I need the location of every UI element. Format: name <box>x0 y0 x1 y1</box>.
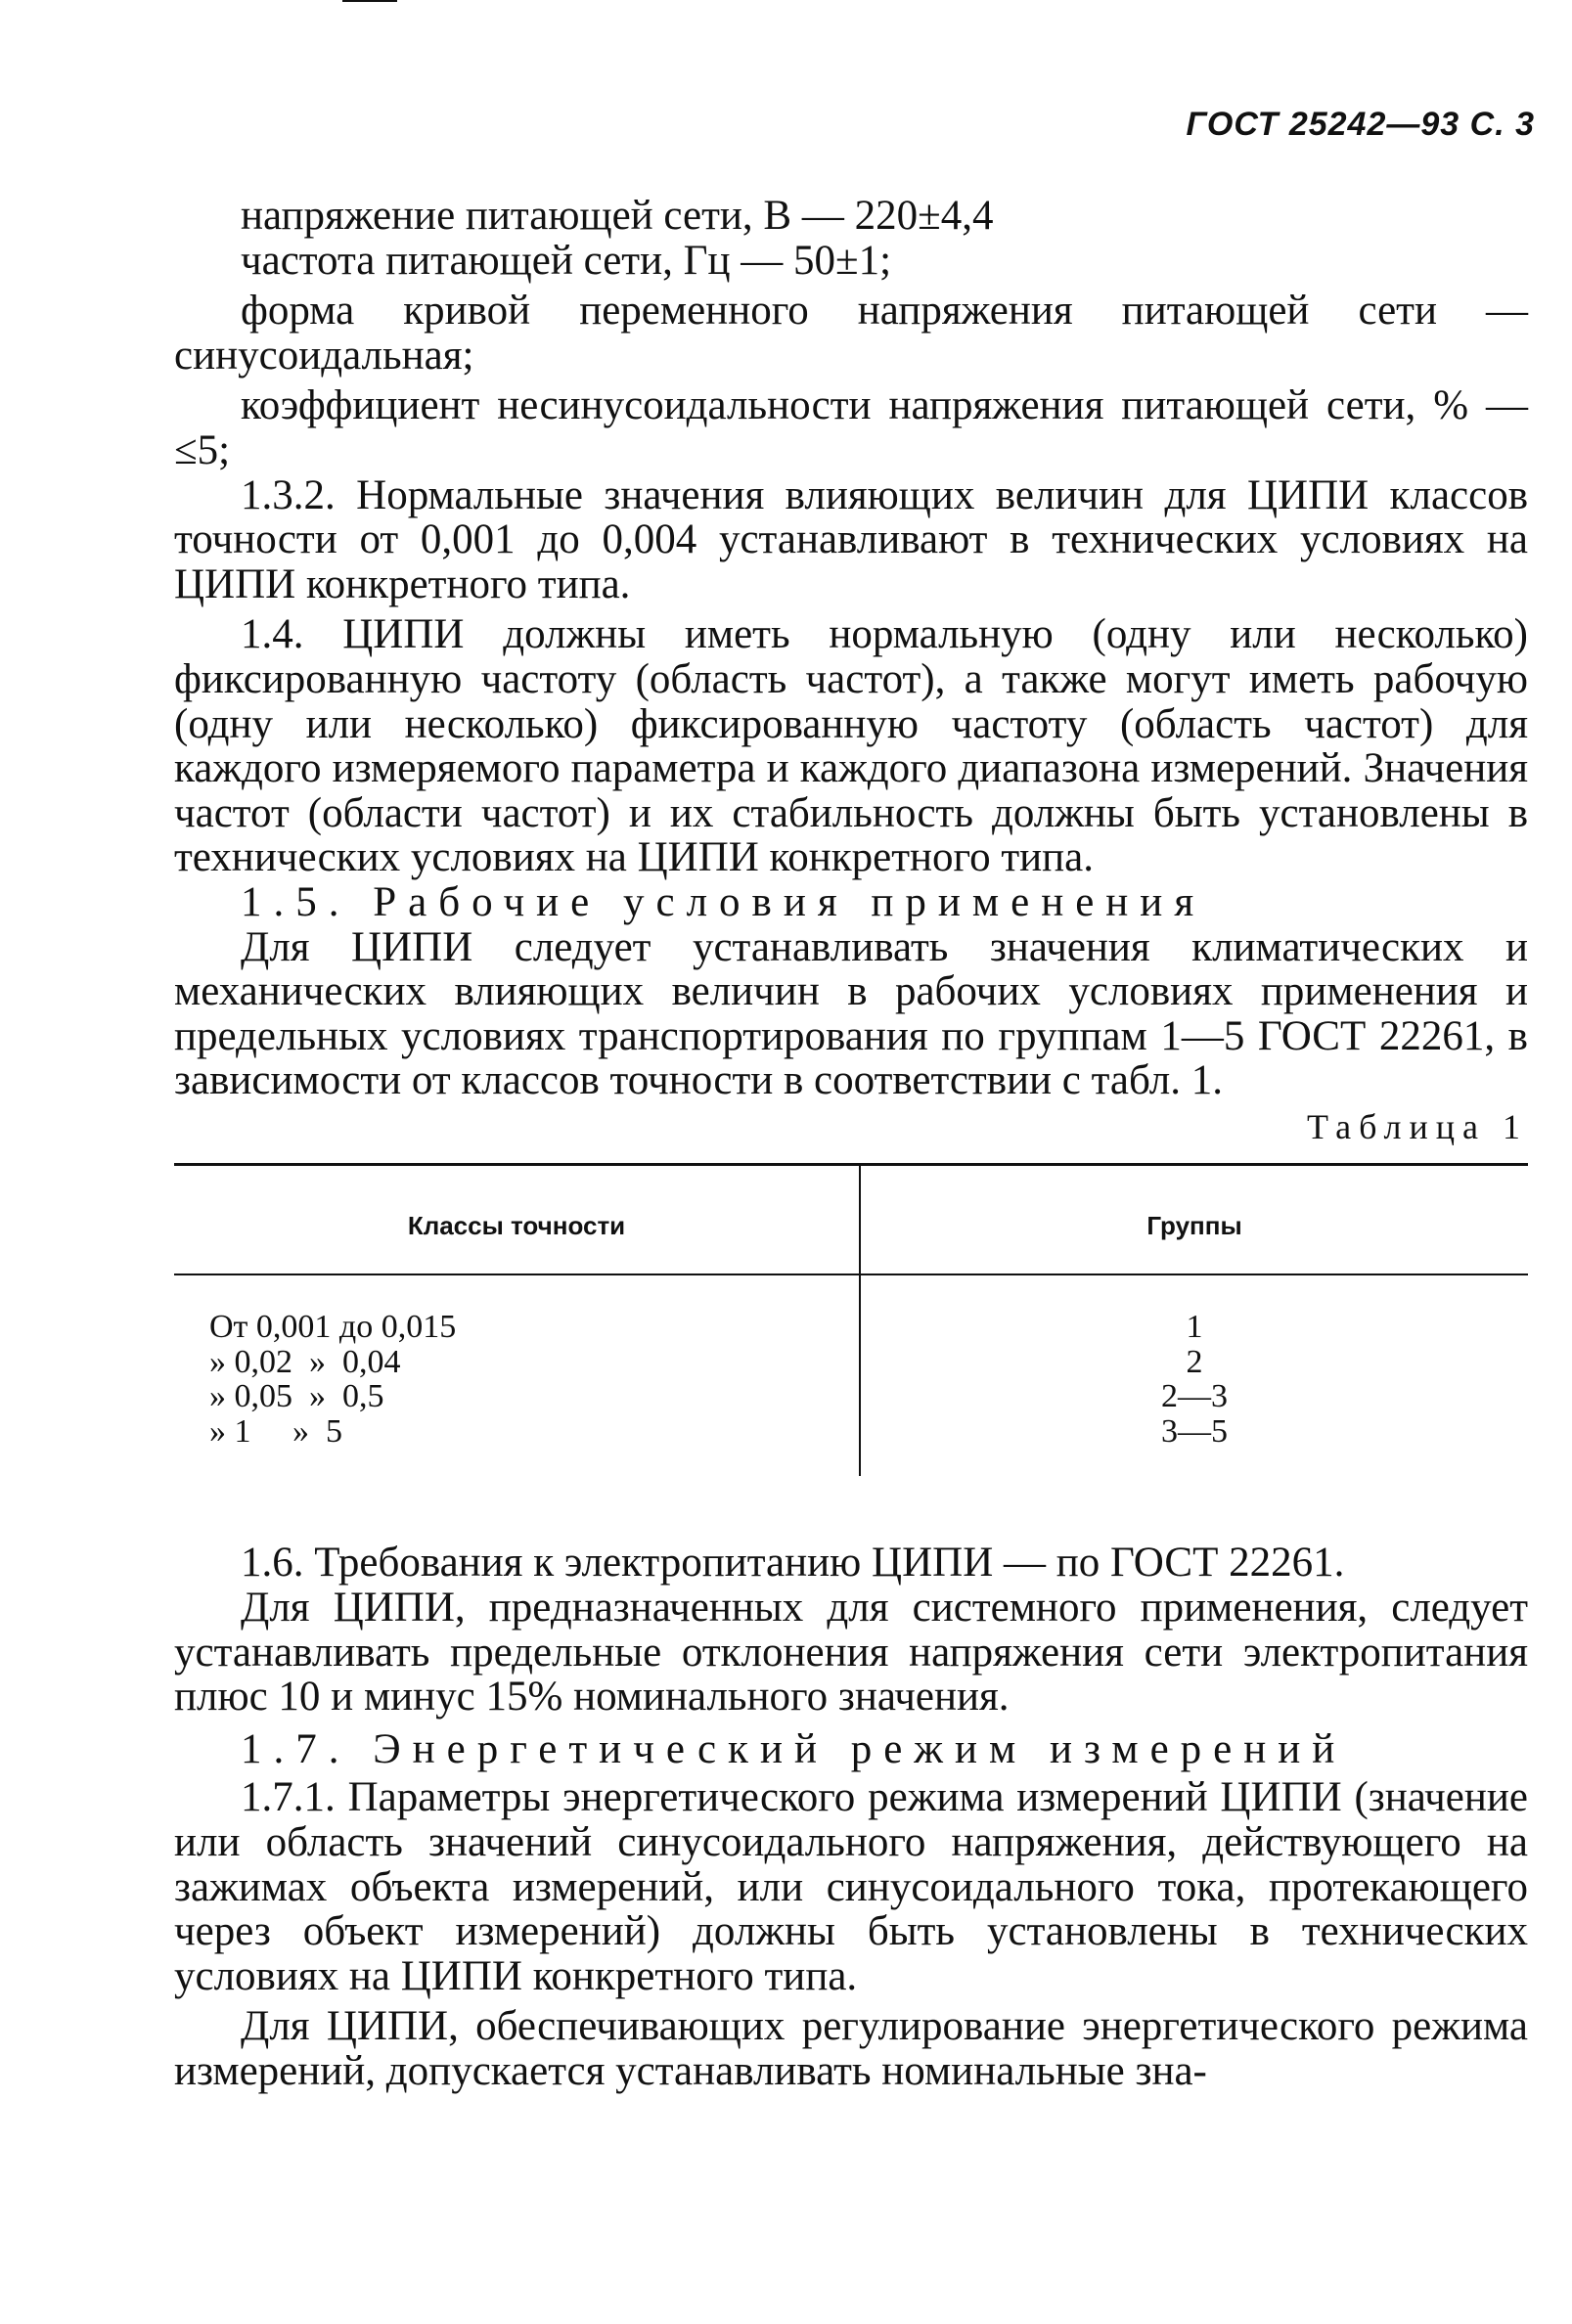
table-cell: 3—5 <box>1161 1412 1228 1450</box>
table-cell: От 0,001 до 0,015 <box>209 1309 457 1346</box>
paragraph-frequency: частота питающей сети, Гц — 50±1; <box>241 237 892 284</box>
paragraph-1-6: 1.6. Требования к электропитанию ЦИПИ — по ГОСТ 22261. <box>241 1540 1345 1587</box>
table-cell: 2—3 <box>1161 1378 1228 1415</box>
paragraph-1-5: Для ЦИПИ следует устанавливать значения климатических и механических влияющих величин в рабочих условиях применения и предельных условиях транспортирования по группам 1—5 ГОСТ 22261, в зависимости от классов точности в соответствии с табл. 1. <box>174 923 1528 1104</box>
paragraph-nonsinusoidality: коэффициент несинусоидальности напряжения питающей сети, % — ≤5; <box>174 382 1528 473</box>
table-header-groups: Группы <box>1146 1211 1242 1241</box>
page-body <box>174 194 1528 2094</box>
table-1 <box>174 1163 1528 1541</box>
table-header-accuracy-classes: Классы точности <box>407 1211 626 1241</box>
paragraph-1-4: 1.4. ЦИПИ должны иметь нормальную (одну или несколько) фиксированную частоту (область частот), а также могут иметь рабочую (одну или несколько) фиксированную частоту (область частот) для каждого измеряемого параметра и каждого диапазона измерений. Значения частот (области частот) и их стабильность должны быть установлены в технических условиях на ЦИПИ конкретного типа. <box>174 611 1528 881</box>
table-header-rule <box>174 1274 1528 1275</box>
table-column-groups <box>861 1310 1528 1449</box>
paragraph-system-use: Для ЦИПИ, предназначенных для системного применения, следует устанавливать предельные отклонения напряжения сети электропитания плюс 10 и минус 15% номинального значения. <box>174 1585 1528 1721</box>
paragraph-1-7-1: 1.7.1. Параметры энергетического режима измерений ЦИПИ (значение или область значений синусоидального напряжения, действующего на зажимах объекта измерений, или синусоидального тока, протекающего через объект измерений) должны быть установлены в технических условиях на ЦИПИ конкретного типа. <box>174 1774 1528 1999</box>
section-heading-1-5: 1.5. Рабочие условия применения <box>241 878 1206 925</box>
table-cell: 2 <box>1186 1343 1203 1380</box>
table-cell: 1 <box>1186 1309 1203 1346</box>
table-cell: » 0,05 » 0,5 <box>209 1378 384 1415</box>
section-heading-1-7: 1.7. Энергетический режим измерений <box>241 1725 1347 1772</box>
paragraph-regulation: Для ЦИПИ, обеспечивающих регулирование энергетического режима измерений, допускается устанавливать номинальные зна- <box>174 2003 1528 2094</box>
top-edge-mark <box>342 0 397 2</box>
table-top-rule <box>174 1163 1528 1166</box>
running-header: ГОСТ 25242—93 С. 3 <box>1186 106 1535 143</box>
table-column-classes <box>209 1310 456 1449</box>
paragraph-voltage: напряжение питающей сети, В — 220±4,4 <box>241 193 994 239</box>
paragraph-1-3-2: 1.3.2. Нормальные значения влияющих величин для ЦИПИ классов точности от 0,001 до 0,004 устанавливают в технических условиях на ЦИПИ конкретного типа. <box>174 471 1528 607</box>
paragraph-waveform: форма кривой переменного напряжения питающей сети — синусоидальная; <box>174 288 1528 379</box>
table-caption: Таблица 1 <box>1307 1106 1528 1146</box>
table-cell: » 1 » 5 <box>209 1412 342 1450</box>
table-cell: » 0,02 » 0,04 <box>209 1343 401 1380</box>
